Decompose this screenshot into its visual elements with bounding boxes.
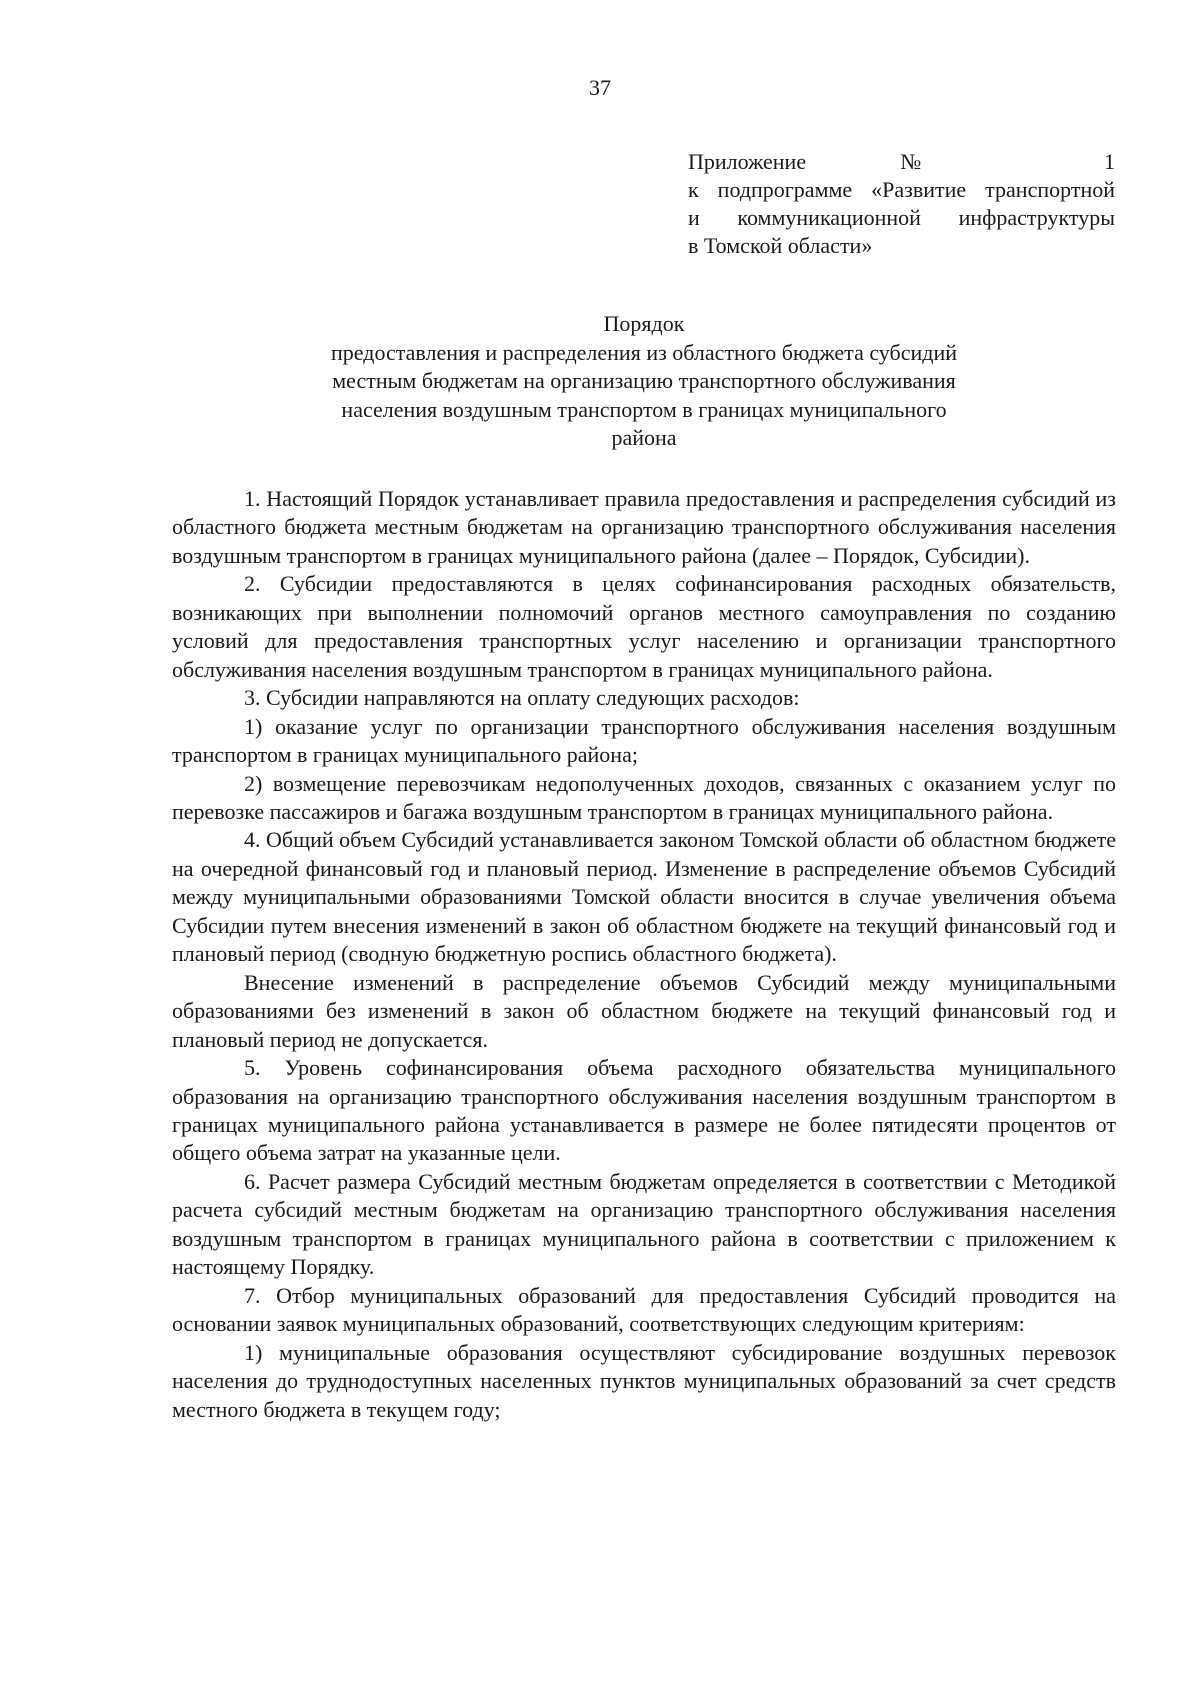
document-title [172, 310, 1116, 453]
paragraph-3: 3. Субсидии направляются на оплату следующих расходов: [244, 685, 800, 711]
page-number: 37 [589, 75, 611, 100]
paragraph-7: 7. Отбор муниципальных образований для предоставления Субсидий проводится на основании заявок муниципальных образований, соответствующих следующим критериям: [172, 1282, 1116, 1337]
appendix-line: к подпрограмме «Развитие транспортной [688, 177, 1115, 202]
title-line: населения воздушным транспортом в границах муниципального [341, 396, 947, 422]
document-body [172, 485, 1116, 1424]
paragraph-1: 1. Настоящий Порядок устанавливает правила предоставления и распределения субсидий из областного бюджета местным бюджетам на организацию транспортного обслуживания населения воздушным транспортом в границах муниципального района (далее – Порядок, Субсидии). [172, 486, 1116, 568]
paragraph-4: 4. Общий объем Субсидий устанавливается законом Томской области об областном бюджете на очередной финансовый год и плановый период. Изменение в распределение объемов Субсидий между муниципальными образованиями Томской области вносится в случае увеличения объема Субсидии путем внесения изменений в закон об областном бюджете на текущий финансовый год и плановый период (сводную бюджетную роспись областного бюджета). [172, 827, 1116, 967]
appendix-line: в Томской области» [688, 233, 873, 258]
paragraph-4-continued: Внесение изменений в распределение объемов Субсидий между муниципальными образованиями без изменений в закон об областном бюджете на текущий финансовый год и плановый период не допускается. [172, 969, 1116, 1052]
title-line: предоставления и распределения из областного бюджета субсидий [331, 339, 957, 365]
title-heading: Порядок [603, 311, 685, 336]
appendix-line: Приложение № 1 [688, 149, 1115, 174]
paragraph-3-item-1: 1) оказание услуг по организации транспортного обслуживания населения воздушным транспортом в границах муниципального района; [172, 713, 1116, 768]
paragraph-3-item-2: 2) возмещение перевозчикам недополученных доходов, связанных с оказанием услуг по перевозке пассажиров и багажа воздушным транспортом в границах муниципального района. [172, 770, 1116, 824]
paragraph-6: 6. Расчет размера Субсидий местным бюджетам определяется в соответствии с Методикой расчета субсидий местным бюджетам на организацию транспортного обслуживания населения воздушным транспортом в границах муниципального района в соответствии с приложением к настоящему Порядку. [172, 1168, 1116, 1280]
paragraph-5: 5. Уровень софинансирования объема расходного обязательства муниципального образования на организацию транспортного обслуживания населения воздушным транспортом в границах муниципального района устанавливается в размере не более пятидесяти процентов от общего объема затрат на указанные цели. [172, 1055, 1116, 1166]
title-line: местным бюджетам на организацию транспортного обслуживания [332, 368, 956, 393]
paragraph-2: 2. Субсидии предоставляются в целях софинансирования расходных обязательств, возникающих при выполнении полномочий органов местного самоуправления по созданию условий для предоставления транспортных услуг населению и организации транспортного обслуживания населения воздушным транспортом в границах муниципального района. [172, 571, 1116, 682]
paragraph-7-item-1: 1) муниципальные образования осуществляют субсидирование воздушных перевозок населения до труднодоступных населенных пунктов муниципальных образований за счет средств местного бюджета в текущем году; [172, 1339, 1116, 1422]
title-line: района [611, 425, 677, 450]
appendix-line: и коммуникационной инфраструктуры [688, 205, 1115, 230]
appendix-note [688, 148, 1115, 260]
